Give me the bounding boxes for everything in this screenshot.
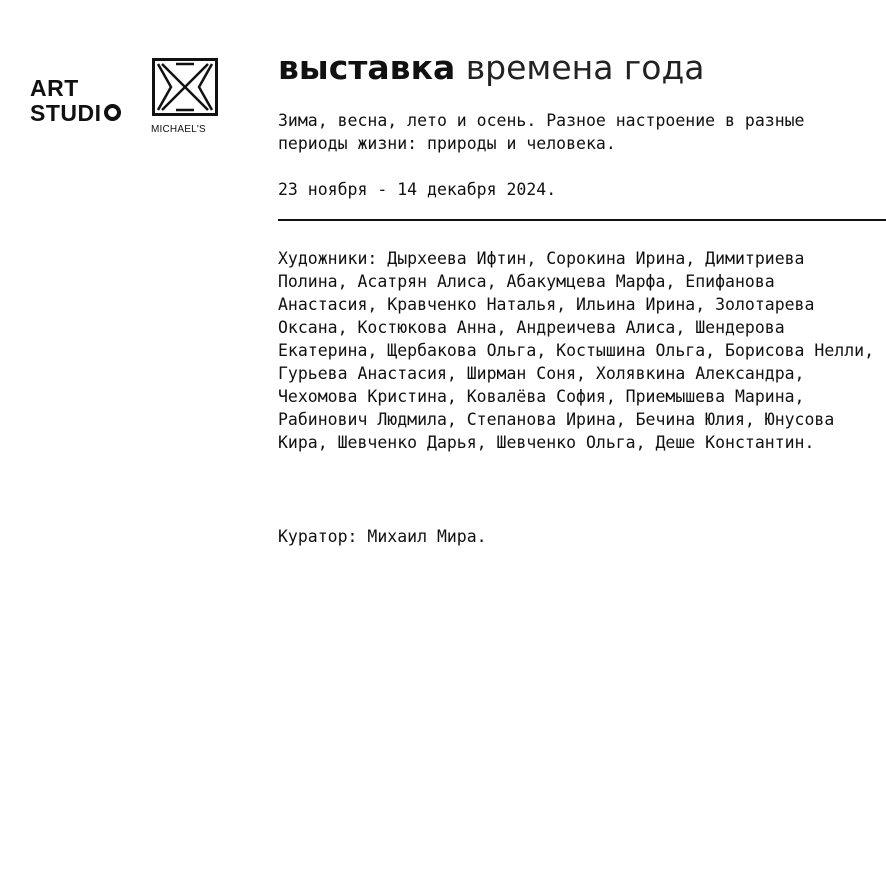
logo-wordmark (30, 76, 121, 126)
logo-studio-text: STUDI (30, 100, 102, 126)
title-light-part: времена года (465, 48, 705, 87)
artists-list: Художники: Дырхеева Ифтин, Сорокина Ирина, Димитриева Полина, Асатрян Алиса, Абакумцева Марфа, Епифанова Анастасия, Кравченко Наталья, Ильина Ирина, Золотарева Оксана, Костюкова Анна, Андреичева Алиса, Шендерова Екатерина, Щербакова Ольга, Костышина Ольга, Борисова Нелли, Гурьева Анастасия, Ширман Соня, Холявкина Александра, Чехомова Кристина, Ковалёва София, Приемышева Марина, Рабинович Людмила, Степанова Ирина, Бечина Юлия, Юнусова Кира, Шевченко Дарья, Шевченко Ольга, Деше Константин. (278, 249, 875, 452)
exhibition-title (278, 46, 705, 90)
studio-logo (30, 58, 230, 138)
logo-line-studio (30, 101, 121, 126)
exhibition-dates: 23 ноября - 14 декабря 2024. (278, 180, 557, 199)
section-divider (278, 219, 886, 221)
logo-line-art: ART (30, 75, 79, 101)
logo-subtitle: MICHAEL'S (151, 124, 206, 135)
curator-line: Куратор: Михаил Мира. (278, 527, 487, 546)
logo-o-ring-icon (104, 104, 121, 121)
title-bold-part: выставка (278, 48, 456, 87)
xx-frame-logo-icon (152, 58, 218, 116)
exhibition-description: Зима, весна, лето и осень. Разное настроение в разные периоды жизни: природы и человека. (278, 111, 805, 153)
